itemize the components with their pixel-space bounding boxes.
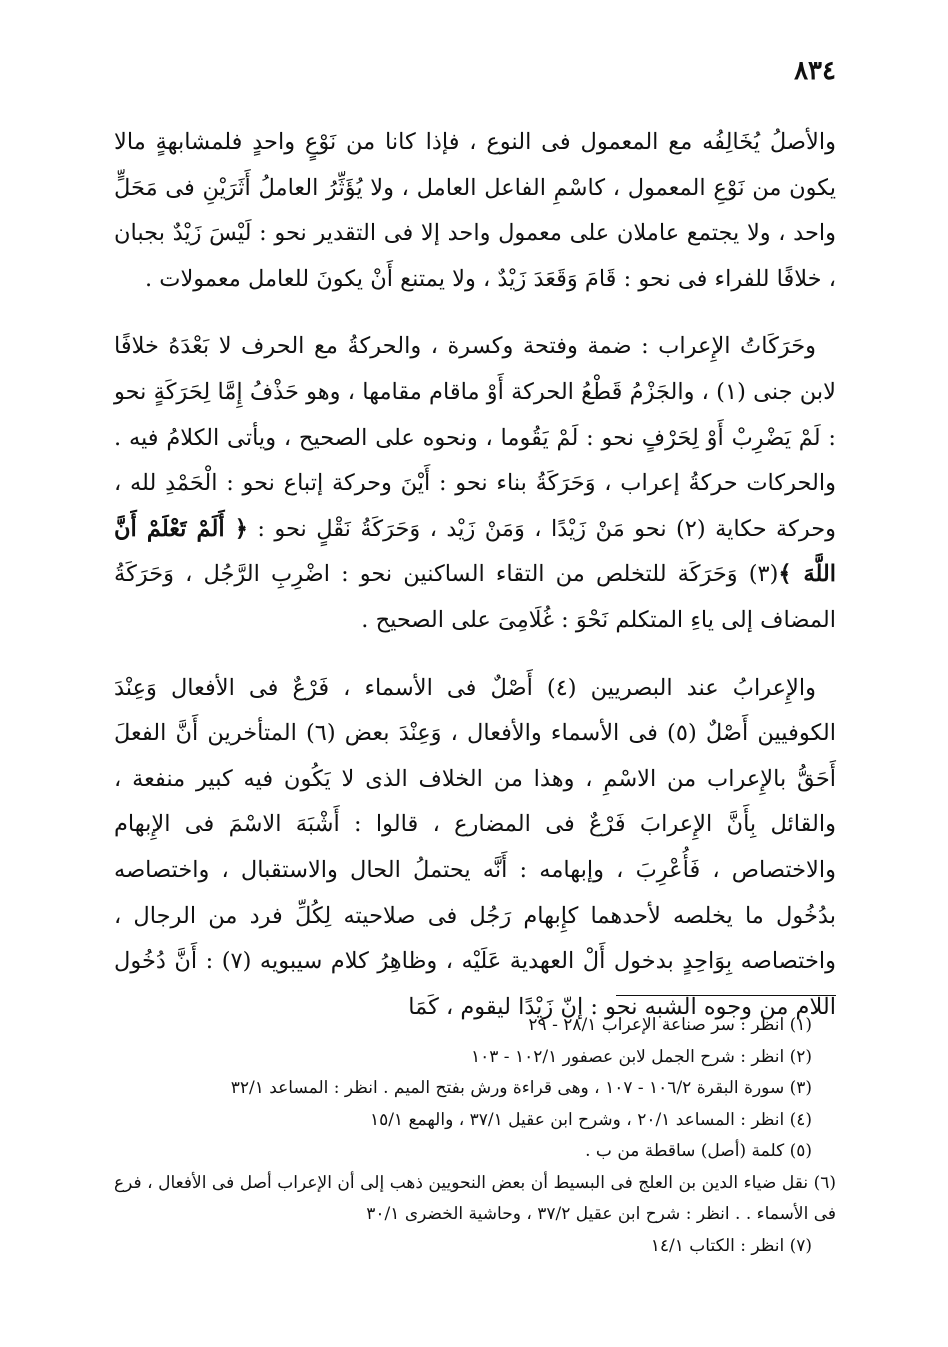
- quran-verse: ﴿ أَلَمْ تَعْلَمْ أَنَّ اللَّهَ ﴾: [114, 515, 836, 588]
- footnote-divider: [616, 995, 836, 996]
- main-text: [114, 120, 836, 1052]
- paragraph-1: والأصلُ يُخَالِفُه مع المعمول فى النوع ، فإذا كانا من نَوْعٍ واحدٍ فلمشابهةٍ مالا يكون من نَوْعِ المعمول ، كاسْمِ الفاعل العامل ، ولا يُؤَثِّرُ العاملُ أَثَرَيْنِ فى مَحَلٍّ واحد ، ولا يجتمع عاملان على معمول واحد إلا فى التقدير نحو : لَيْسَ زَيْدٌ بجبان ، خلافًا للفراء فى نحو : قَامَ وَقَعَدَ زَيْدٌ ، ولا يمتنع أَنْ يكونَ للعامل معمولات .: [114, 129, 836, 292]
- paragraph-2: [114, 324, 836, 643]
- footnote-2: (٢) انظر : شرح الجمل لابن عصفور ١٠٢/١ - ١٠٣: [470, 1046, 812, 1067]
- footnote-1: (١) انظر : سر صناعة الإعراب ٢٨/١ - ٢٩: [528, 1015, 812, 1035]
- paragraph-2-continued: (٣) وَحَرَكَة للتخلص من التقاء الساكنين نحو : اضْرِبِ الرَّجُل ، وَحَرَكَةُ المضاف إلى ياءِ المتكلم نَحْوَ : غُلَامِىَ على الصحيح .: [114, 561, 836, 633]
- paragraph-2-text: وحَرَكَاتُ الإِعراب : ضمة وفتحة وكسرة ، والحركةُ مع الحرف لا بَعْدَهُ خلافًا لابن جنى (١) ، والجَزْمُ قَطْعُ الحركة أَوْ ماقام مقامها ، وهو حَذْفُ إِمَّا لِحَرَكَةٍ نحو : لَمْ يَضْرِبْ أَوْ لِحَرْفٍ نحو : لَمْ يَقُوما ، ونحوه على الصحيح ، ويأتى الكلامُ فيه . والحركات حركةُ إعراب ، وَحَرَكَةُ بناء نحو : أَيْنَ وحركة إتباع نحو : الْحَمْدِ لله ، وحركة حكاية (٢) نحو مَنْ زَيْدًا ، وَمَنْ زَيْد ، وَحَرَكَةُ نَقْلٍ نحو :: [114, 333, 837, 542]
- footnote-3: (٣) سورة البقرة ١٠٦/٢ - ١٠٧ ، وهى قراءة ورش بفتح الميم . انظر : المساعد ٣٢/١: [230, 1078, 812, 1098]
- footnote-6: (٦) نقل ضياء الدين بن العلج فى البسيط أن بعض النحويين ذهب إلى أن الإعراب أصل فى الأفعال ، فرع فى الأسماء . . انظر : شرح ابن عقيل ٣٧/٢ ، وحاشية الخضرى ٣٠/١: [114, 1172, 836, 1224]
- footnotes-list: [114, 1010, 836, 1262]
- footnote-5: (٥) كلمة (أصل) ساقطة من ب .: [585, 1141, 812, 1161]
- footnote-7: (٧) انظر : الكتاب ١٤/١: [650, 1235, 812, 1256]
- paragraph-3: والإِعرابُ عند البصريين (٤) أَصْلٌ فى الأسماء ، فَرْعٌ فى الأفعال وَعِنْدَ الكوفيين أَصْلٌ (٥) فى الأسماء والأفعال ، وَعِنْدَ بعض (٦) المتأخرين أَنَّ الفعلَ أَحَقُّ بالإِعراب من الاسْمِ ، وهذا من الخلاف الذى لا يَكُون فيه كبير منفعة ، والقائل بِأَنَّ الإِعرابَ فَرْعٌ فى المضارع ، قالوا : أَشْبَهَ الاسْمَ فى الإِبهام والاختصاص ، فَأُعْرِبَ ، وإبهامه : أَنَّه يحتملُ الحال والاستقبال ، واختصاصه بدُخُول ما يخلصه لأحدهما كإِبهام رَجُل فى صلاحيته لِكُلِّ فرد من الرجال ، واختصاصه بِوَاحِدٍ بدخول أَلْ العهدية عَلَيْه ، وظاهِرُ كلام سيبويه (٧) : أَنَّ دُخُول اللام من وجوه الشبه نحو : إنّ زَيْدًا ليقوم ، كَمَا: [114, 674, 836, 1020]
- page-number: ٨٣٤: [794, 56, 836, 86]
- footnote-4: (٤) انظر : المساعد ٢٠/١ ، وشرح ابن عقيل ٣٧/١ ، والهمع ١٥/١: [369, 1109, 812, 1130]
